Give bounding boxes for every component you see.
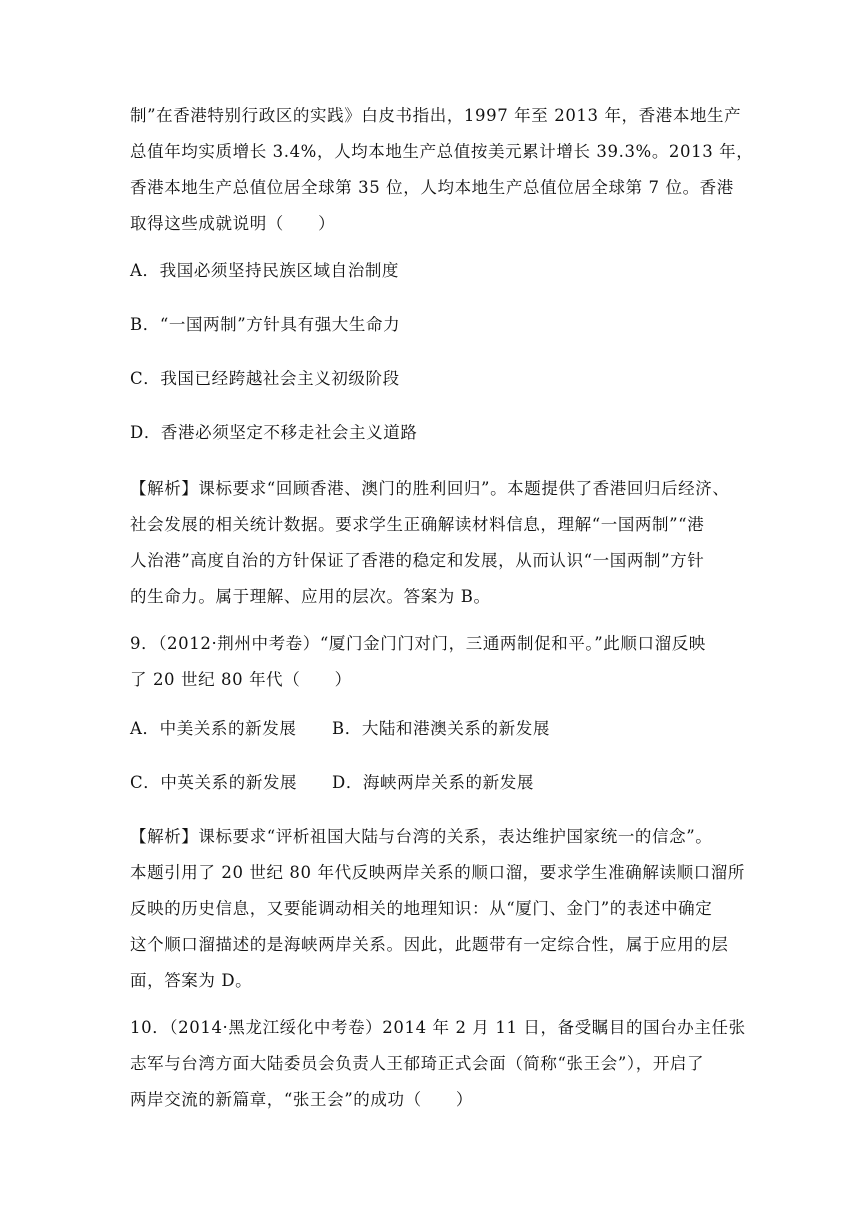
q9-stem-line-1: 9．（2012·荆州中考卷）“厦门金门门对门，三通两制促和平。”此顺口溜反映: [130, 634, 706, 653]
q8-analysis-line-2: 社会发展的相关统计数据。要求学生正确解读材料信息，理解“一国两制”“港: [130, 515, 705, 534]
q8-analysis-line-1: 【解析】课标要求“回顾香港、澳门的胜利回归”。本题提供了香港回归后经济、: [130, 479, 730, 498]
q8-option-c: C．我国已经跨越社会主义初级阶段: [130, 369, 400, 388]
q9-options-row-1: [130, 717, 730, 741]
q9-option-c: C．中英关系的新发展: [130, 773, 298, 792]
q8-analysis-line-4: 的生命力。属于理解、应用的层次。答案为 B。: [130, 587, 491, 606]
q9-analysis-line-1: 【解析】课标要求“评析祖国大陆与台湾的关系，表达维护国家统一的信念”。: [130, 827, 713, 846]
q8-option-b: B．“一国两制”方针具有强大生命力: [130, 315, 401, 334]
q9-option-b: B．大陆和港澳关系的新发展: [332, 719, 550, 738]
q9-options-row-2: [130, 771, 730, 795]
q9-option-a: A．中美关系的新发展: [130, 719, 297, 738]
q9-analysis-line-5: 面，答案为 D。: [130, 971, 253, 990]
q10-stem-line-1: 10．（2014·黑龙江绥化中考卷）2014 年 2 月 11 日，备受瞩目的国台办主任张: [130, 1018, 746, 1037]
q8-stem-line-2: 总值年均实质增长 3.4%，人均本地生产总值按美元累计增长 39.3%。2013 年，: [130, 142, 754, 161]
q8-analysis-line-3: 人治港”高度自治的方针保证了香港的稳定和发展，从而认识“一国两制”方针: [130, 551, 705, 570]
q8-stem-line-1: 制”在香港特别行政区的实践》白皮书指出，1997 年至 2013 年，香港本地生产: [130, 106, 742, 125]
q8-stem-line-4: 取得这些成就说明（ ）: [130, 214, 336, 233]
q10-stem-line-2: 志军与台湾方面大陆委员会负责人王郁琦正式会面（简称“张王会”），开启了: [130, 1054, 705, 1073]
q8-option-a: A．我国必须坚持民族区域自治制度: [130, 261, 400, 280]
q9-analysis-line-2: 本题引用了 20 世纪 80 年代反映两岸关系的顺口溜，要求学生准确解读顺口溜所: [130, 863, 745, 882]
q9-stem-line-2: 了 20 世纪 80 年代（ ）: [130, 670, 352, 689]
q10-stem-line-3: 两岸交流的新篇章，“张王会”的成功（ ）: [130, 1090, 473, 1109]
q8-option-d: D．香港必须坚定不移走社会主义道路: [130, 423, 418, 442]
q9-option-d: D．海峡两岸关系的新发展: [332, 773, 534, 792]
q9-analysis-line-4: 这个顺口溜描述的是海峡两岸关系。因此，此题带有一定综合性，属于应用的层: [130, 935, 729, 954]
q9-analysis-line-3: 反映的历史信息，又要能调动相关的地理知识：从“厦门、金门”的表述中确定: [130, 899, 713, 918]
q8-stem-line-3: 香港本地生产总值位居全球第 35 位，人均本地生产总值位居全球第 7 位。香港: [130, 178, 734, 197]
